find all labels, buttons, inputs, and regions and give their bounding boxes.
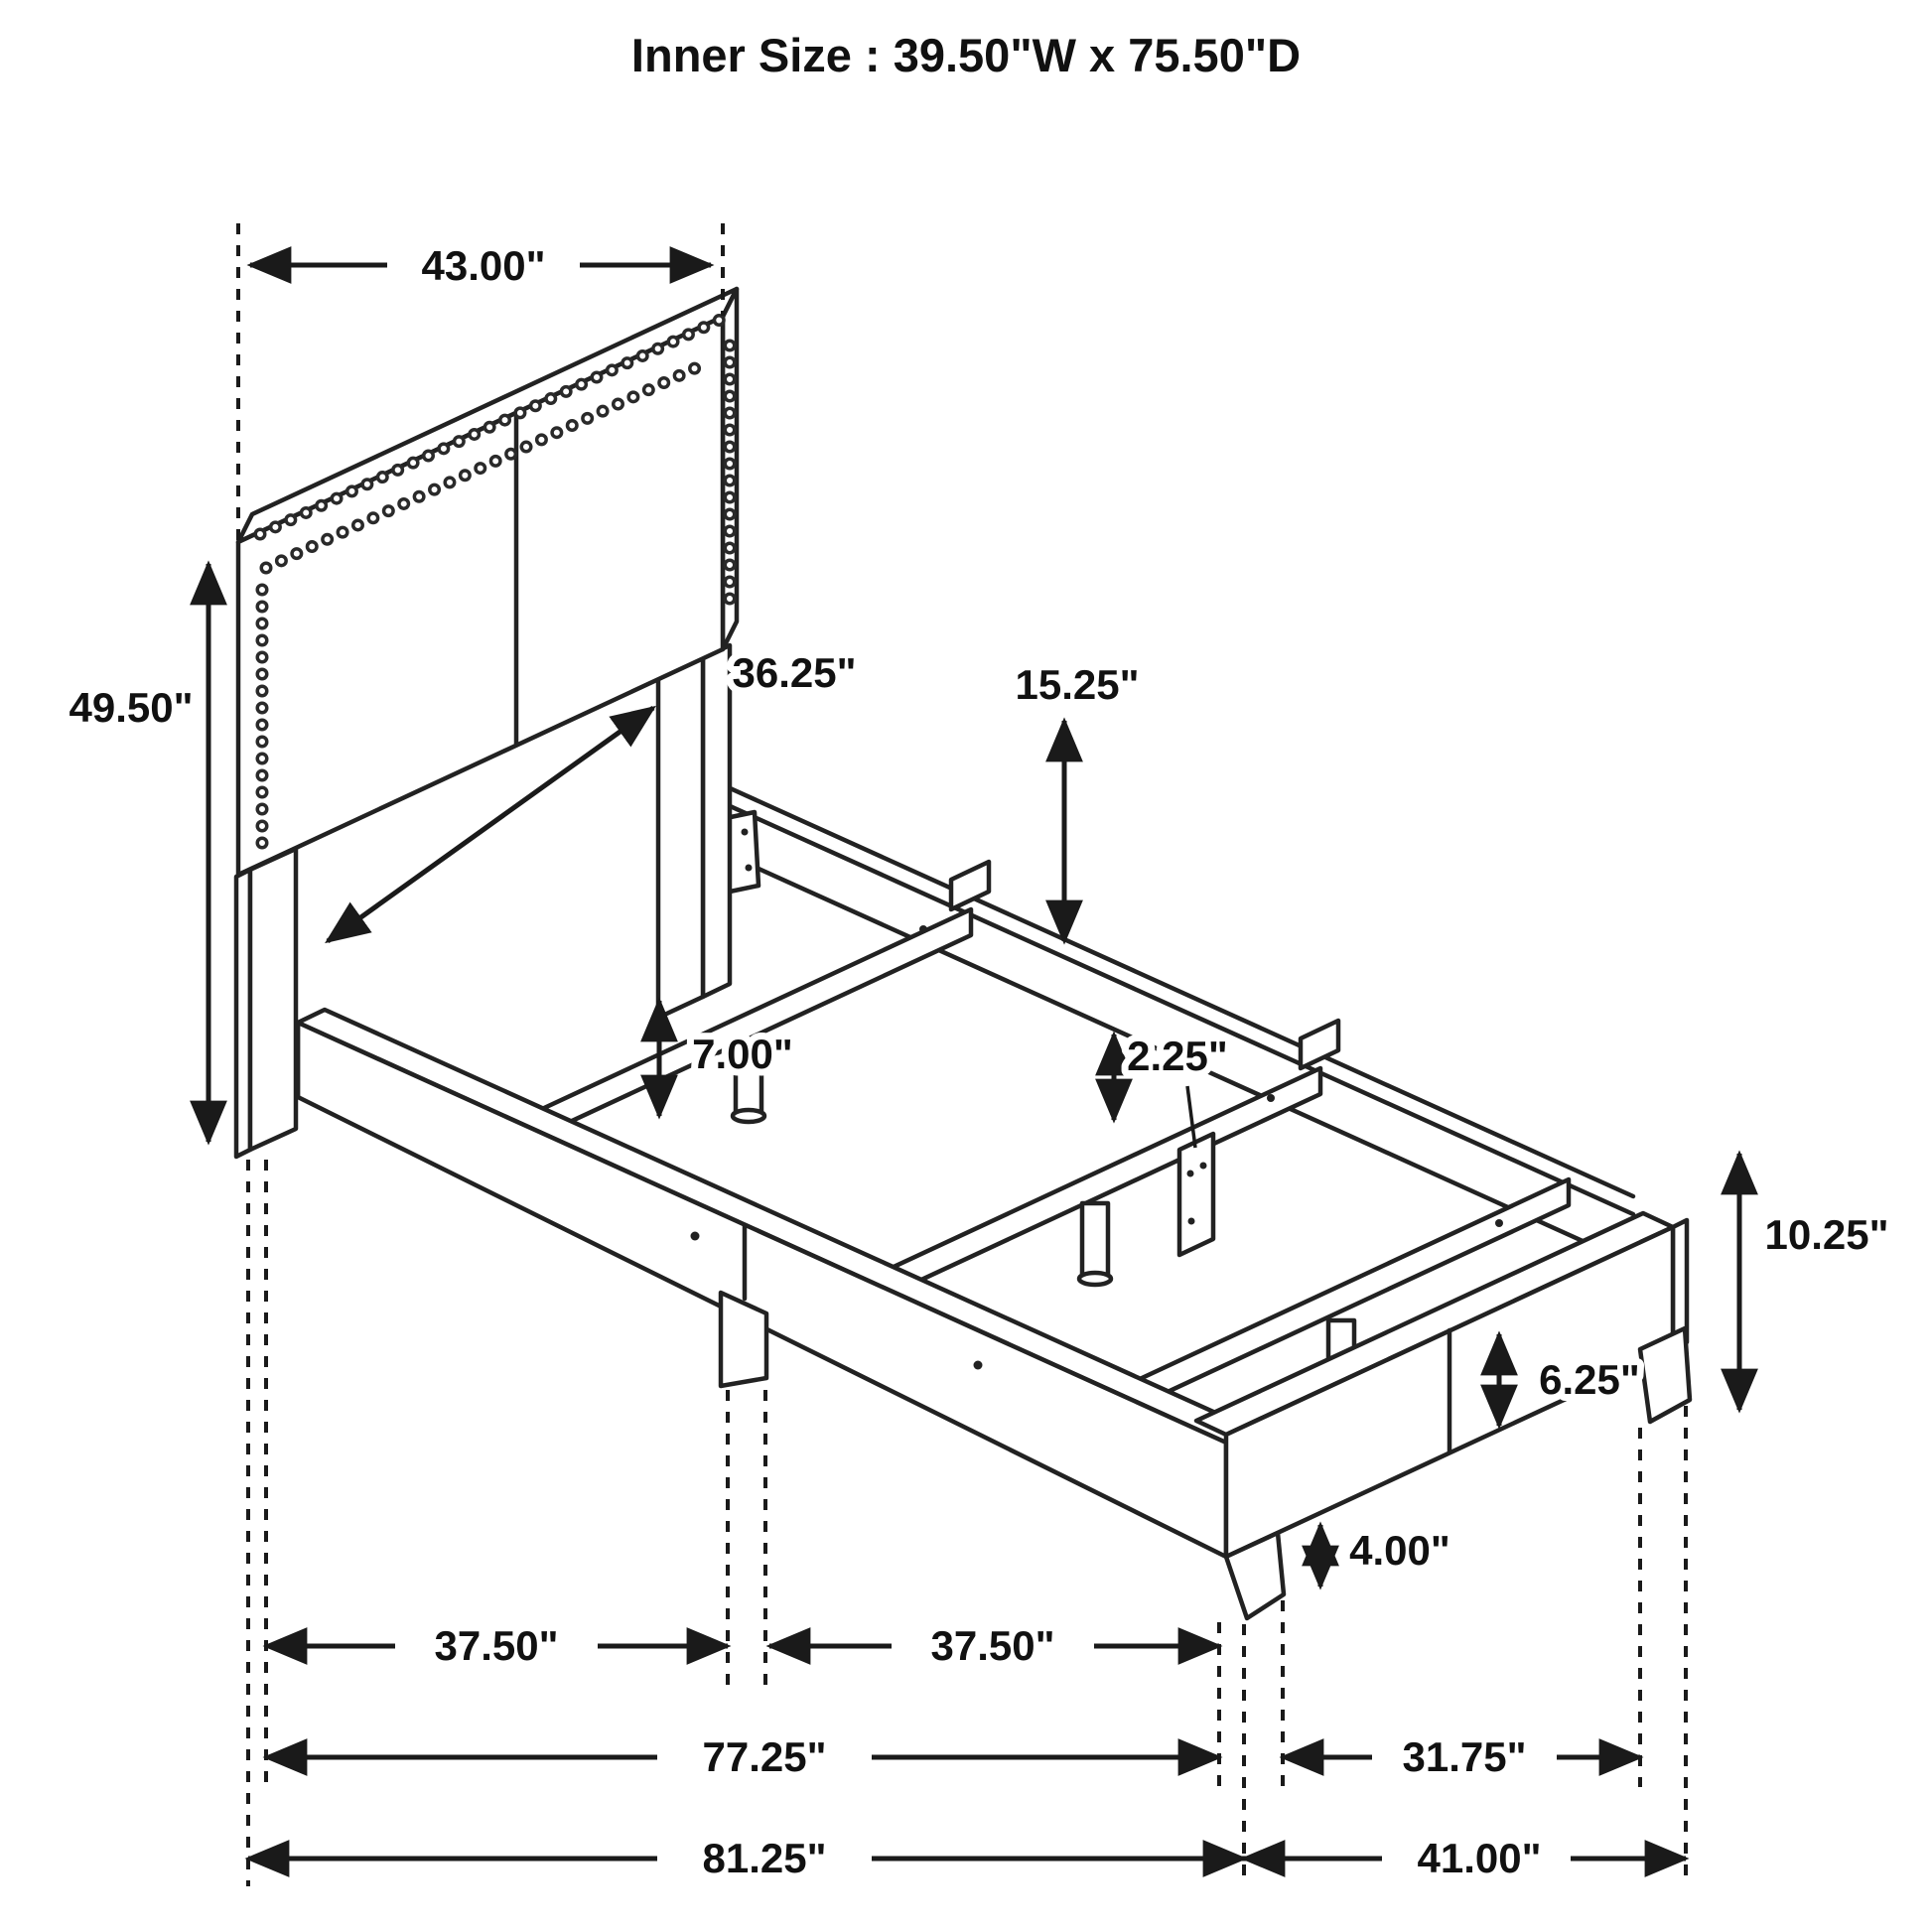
- headboard-right-leg: [658, 645, 730, 1018]
- dimension-foot-leg-height: [1320, 1525, 1450, 1587]
- dimension-foot-section-depth: [1283, 1733, 1640, 1780]
- dim-label-37-50-b: 37.50": [930, 1622, 1055, 1669]
- dim-label-77-25: 77.25": [702, 1733, 827, 1780]
- dim-label-36-25: 36.25": [732, 649, 857, 696]
- dim-label-43-00: 43.00": [421, 242, 546, 289]
- dimension-rail-total-height: [1739, 1154, 1889, 1410]
- headboard-left-leg: [250, 849, 296, 1150]
- slat-2: [864, 1021, 1338, 1307]
- dimension-headboard-height: [69, 564, 208, 1142]
- dimension-panel-to-rail: [1015, 661, 1139, 941]
- dim-label-37-50-a: 37.50": [434, 1622, 559, 1669]
- headboard-panel: [238, 317, 723, 875]
- dimension-footboard-width: [1244, 1835, 1686, 1881]
- dim-label-4-00: 4.00": [1349, 1527, 1450, 1574]
- dim-label-41-00: 41.00": [1417, 1835, 1542, 1881]
- rear-side-rail: [717, 782, 1633, 1264]
- dimension-center-to-foot: [769, 1622, 1219, 1669]
- center-bracket-plate: [1179, 1134, 1213, 1255]
- dim-label-2-25: 2.25": [1127, 1033, 1228, 1079]
- dim-label-15-25: 15.25": [1015, 661, 1140, 708]
- dimension-overall-length: [248, 1835, 1244, 1881]
- dim-label-81-25: 81.25": [702, 1835, 827, 1881]
- dim-label-49-50: 49.50": [69, 684, 194, 731]
- dimension-headboard-width: [250, 242, 711, 289]
- dim-label-31-75: 31.75": [1402, 1733, 1527, 1780]
- dim-label-10-25: 10.25": [1764, 1211, 1889, 1258]
- dim-label-7-00: 7.00": [692, 1031, 793, 1077]
- slat-2-support-leg: [1082, 1203, 1108, 1277]
- dimension-rail-length: [266, 1733, 1219, 1780]
- dim-label-6-25: 6.25": [1539, 1356, 1640, 1403]
- inner-size-title: Inner Size : 39.50"W x 75.50"D: [630, 29, 1302, 81]
- dimension-head-to-center: [266, 1622, 728, 1669]
- slat-1: [514, 862, 989, 1148]
